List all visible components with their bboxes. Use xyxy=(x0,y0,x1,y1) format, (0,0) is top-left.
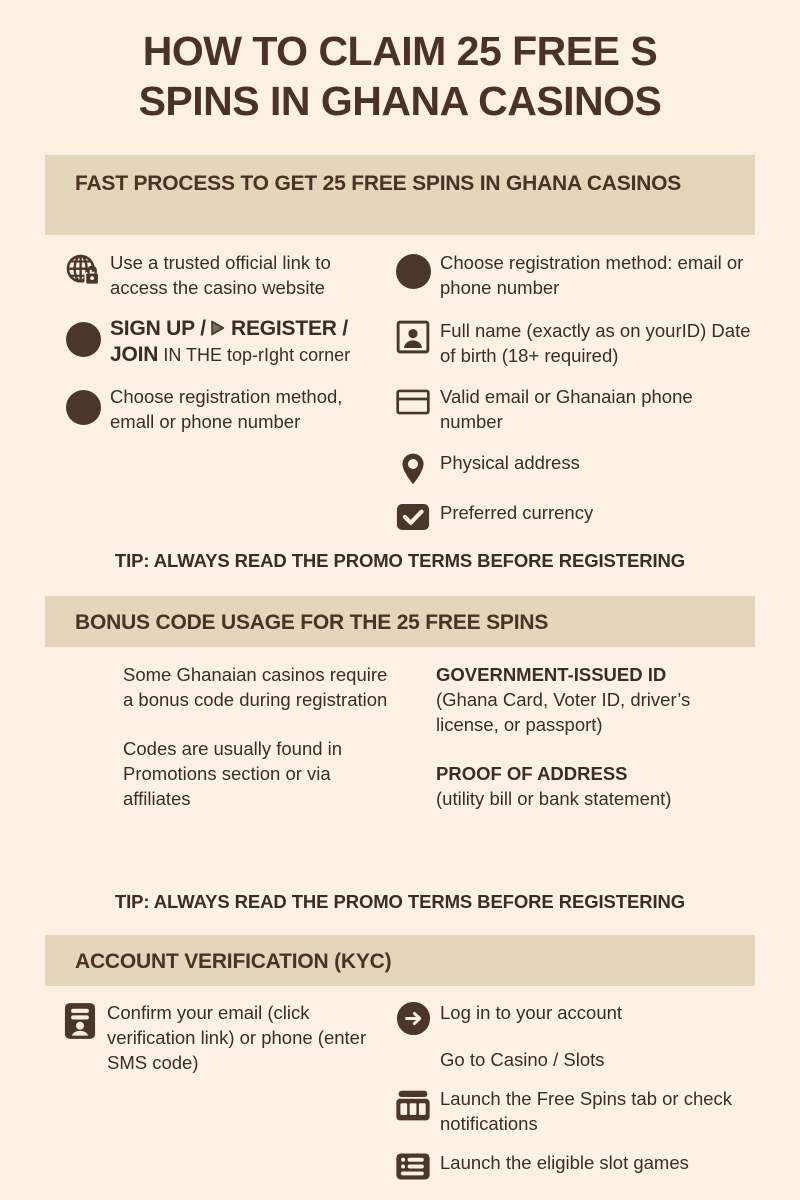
section-1-body xyxy=(45,250,755,545)
credit-card-icon xyxy=(390,384,436,415)
paragraph: Some Ghanaian casinos require a bonus code during registration xyxy=(123,664,388,710)
list-item-label: Use a trusted official link to access the casino website xyxy=(110,252,331,298)
paragraph xyxy=(436,662,755,737)
section-1-header-bar xyxy=(45,155,755,235)
slot-machine-icon xyxy=(390,1086,436,1123)
list-item[interactable] xyxy=(60,250,390,300)
section-1-header-text: FAST PROCESS TO GET 25 FREE SPINS IN GHANA CASINOS xyxy=(75,172,682,195)
list-item-label: Full name (exactly as on yourID) Date of birth (18+ required) xyxy=(440,320,751,366)
list-item-label: Go to Casino / Slots xyxy=(440,1049,605,1070)
section-1-left-column xyxy=(45,250,390,545)
section-3-header-text: ACCOUNT VERIFICATION (KYC) xyxy=(75,950,392,973)
arrow-right-circle-icon xyxy=(390,1000,436,1036)
list-item-label: Valid email or Ghanaian phone number xyxy=(440,386,693,432)
list-item[interactable] xyxy=(390,318,755,368)
list-item[interactable] xyxy=(390,1086,755,1136)
page-title-line-1: HOW TO CLAIM 25 FREE S xyxy=(142,28,658,74)
id-badge-icon xyxy=(57,1000,103,1040)
signup-sublabel: IN THE top-rIght corner xyxy=(163,345,351,365)
tip-line-2: TIP: ALWAYS READ THE PROMO TERMS BEFORE REGISTERING xyxy=(114,891,686,912)
play-triangle-icon xyxy=(209,320,226,336)
paragraph: Codes are usually found in Promotions section or via affiliates xyxy=(123,738,343,809)
paragraph-body: (utility bill or bank statement) xyxy=(436,788,672,809)
list-item-label: Preferred currency xyxy=(440,502,594,523)
list-item[interactable] xyxy=(390,1000,755,1036)
dot-bullet-icon xyxy=(60,316,106,357)
id-card-icon xyxy=(390,318,436,354)
section-3-right-column xyxy=(390,1000,755,1195)
section-2-header-bar xyxy=(45,596,755,647)
list-item[interactable] xyxy=(390,500,755,531)
location-pin-icon xyxy=(390,450,436,486)
list-item[interactable] xyxy=(390,450,755,486)
list-item-label: Choose registration method, emall or phone number xyxy=(110,386,343,432)
paragraph-heading: PROOF OF ADDRESS xyxy=(436,763,628,784)
list-item[interactable] xyxy=(60,316,390,368)
signup-label-line-2: REGISTER / JOIN xyxy=(110,317,349,366)
spacer-icon xyxy=(390,1047,436,1049)
list-item[interactable] xyxy=(390,1150,755,1181)
page-title-line-2: SPINS IN GHANA CASINOS xyxy=(138,78,662,124)
section-3-header-bar xyxy=(45,935,755,986)
section-3-left-column xyxy=(45,1000,390,1195)
section-1-right-column xyxy=(390,250,755,545)
dot-bullet-icon xyxy=(60,384,106,425)
list-item[interactable] xyxy=(57,1000,390,1075)
list-item[interactable] xyxy=(390,384,755,434)
signup-label-line-1: SIGN UP / xyxy=(110,317,226,340)
list-item-label: Physical address xyxy=(440,452,580,473)
paragraph-body: (Ghana Card, Voter ID, driver’s license, or passport) xyxy=(436,689,691,735)
list-item-label: Choose registration method: email or phone number xyxy=(440,252,744,298)
section-2-right-column xyxy=(390,662,755,835)
list-item-label: Log in to your account xyxy=(440,1002,623,1023)
list-item-label: Launch the eligible slot games xyxy=(440,1152,689,1173)
tip-line-1: TIP: ALWAYS READ THE PROMO TERMS BEFORE REGISTERING xyxy=(114,550,686,571)
section-2-header-text: BONUS CODE USAGE FOR THE 25 FREE SPINS xyxy=(75,611,549,634)
list-item-label: Confirm your email (click verification link) or phone (enter SMS code) xyxy=(107,1002,367,1073)
list-item[interactable] xyxy=(60,384,390,434)
section-2-body xyxy=(45,662,755,835)
list-item[interactable] xyxy=(390,1047,755,1072)
paragraph-heading: GOVERNMENT-ISSUED ID xyxy=(436,664,667,685)
section-3-body xyxy=(45,1000,755,1195)
globe-lock-icon xyxy=(60,250,106,290)
list-item-label: Launch the Free Spins tab or check notifications xyxy=(440,1088,733,1134)
page-title xyxy=(0,0,800,126)
section-2-left-column xyxy=(45,662,390,835)
list-card-icon xyxy=(390,1150,436,1181)
dot-bullet-icon xyxy=(390,250,436,289)
checkbox-checked-icon xyxy=(390,500,436,531)
paragraph xyxy=(436,761,755,811)
list-item[interactable] xyxy=(390,250,755,300)
